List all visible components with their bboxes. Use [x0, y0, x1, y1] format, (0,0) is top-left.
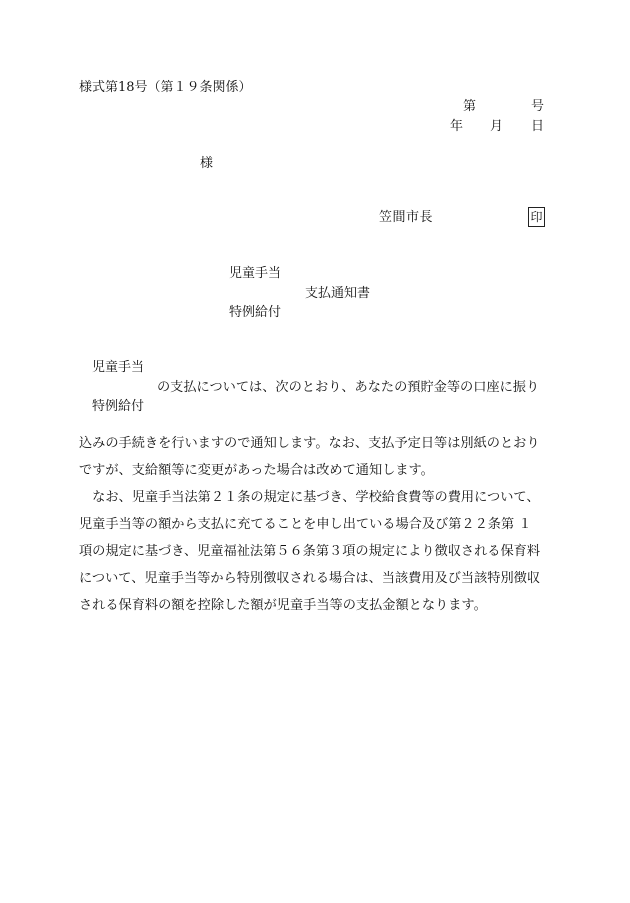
body-line-4: 児童手当等の額から支払に充てることを申し出ている場合及び第２２条第 １	[79, 517, 532, 532]
addressee-sama: 様	[200, 156, 214, 171]
title-option-top: 児童手当	[229, 266, 282, 281]
intro-line: の支払については、次のとおり、あなたの預貯金等の口座に振り	[157, 380, 540, 395]
body-line-1: 込みの手続きを行いますので通知します。なお、支払予定日等は別紙のとおり	[79, 436, 540, 451]
body-line-7: される保育料の額を控除した額が児童手当等の支払金額となります。	[79, 598, 487, 613]
date-year: 年	[450, 119, 464, 134]
body-line-3: なお、児童手当法第２１条の規定に基づき、学校給食費等の費用について、	[79, 490, 540, 505]
body-line-2: ですが、支給額等に変更があった場合は改めて通知します。	[79, 463, 434, 478]
date-month: 月	[490, 119, 504, 134]
seal-mark: 印	[528, 207, 545, 227]
issuer-title: 笠間市長	[379, 210, 434, 225]
form-label: 様式第18号（第１９条関係）	[79, 80, 252, 95]
date-day: 日	[531, 119, 545, 134]
title-option-bottom: 特例給付	[229, 305, 282, 320]
intro-option-bottom: 特例給付	[92, 399, 145, 414]
number-go: 号	[531, 99, 545, 114]
body-line-6: について、児童手当等から特別徴収される場合は、当該費用及び当該特別徴収	[79, 571, 541, 586]
body-line-5: 項の規定に基づき、児童福祉法第５６条第３項の規定により徴収される保育料	[79, 544, 541, 559]
number-dai: 第	[463, 99, 477, 114]
document-title: 支払通知書	[305, 286, 371, 301]
intro-option-top: 児童手当	[92, 360, 145, 375]
